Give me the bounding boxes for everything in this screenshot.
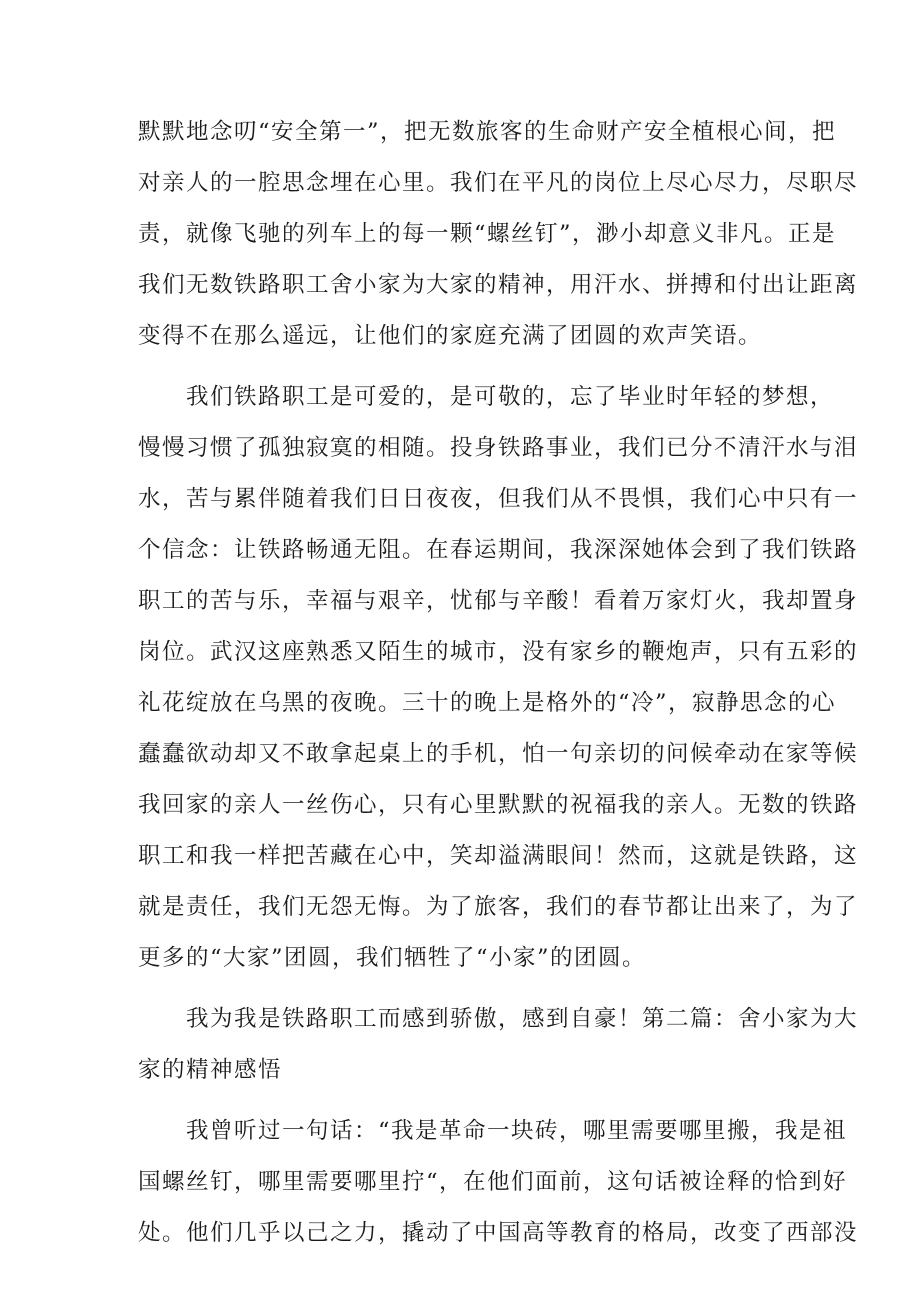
paragraph-line: 变得不在那么遥远，让他们的家庭充满了团圆的欢声笑语。: [138, 323, 763, 349]
paragraph-line: 我回家的亲人一丝伤心，只有心里默默的祝福我的亲人。无数的铁路: [138, 792, 859, 818]
paragraph-line: 更多的“大家”团圆，我们牺牲了“小家”的团圆。: [138, 945, 647, 971]
paragraph-line: 处。他们几乎以己之力，撬动了中国高等教育的格局，改变了西部没: [138, 1220, 859, 1246]
paragraph-line: 就是责任，我们无怨无悔。为了旅客，我们的春节都让出来了，为了: [138, 894, 859, 920]
paragraph-line: 慢慢习惯了孤独寂寞的相随。投身铁路事业，我们已分不清汗水与泪: [138, 435, 859, 461]
paragraph-line: 默默地念叨“安全第一”，把无数旅客的生命财产安全植根心间，把: [138, 119, 837, 145]
paragraph-line: 蠢蠢欲动却又不敢拿起桌上的手机，怕一句亲切的问候牵动在家等候: [138, 741, 859, 767]
document-body: [138, 107, 859, 1259]
paragraph-line: 我们无数铁路职工舍小家为大家的精神，用汗水、拼搏和付出让距离: [138, 272, 859, 298]
paragraph-line: 家的精神感悟: [138, 1057, 283, 1083]
paragraph-line: 职工和我一样把苦藏在心中，笑却溢满眼间！然而，这就是铁路，这: [138, 843, 859, 869]
paragraph-line: 职工的苦与乐，幸福与艰辛，忧郁与辛酸！看着万家灯火，我却置身: [138, 588, 859, 614]
paragraph-4: [138, 1106, 859, 1259]
paragraph-line: 我们铁路职工是可爱的，是可敬的，忘了毕业时年轻的梦想，: [186, 384, 835, 410]
paragraph-line: 我为我是铁路职工而感到骄傲，感到自豪！第二篇：舍小家为大: [186, 1006, 859, 1032]
paragraph-line: 礼花绽放在乌黑的夜晚。三十的晚上是格外的“冷”，寂静思念的心: [138, 690, 837, 716]
paragraph-line: 责，就像飞驰的列车上的每一颗“螺丝钉”，渺小却意义非凡。正是: [138, 221, 837, 247]
paragraph-gap: [138, 1096, 788, 1106]
paragraph-line: 个信念：让铁路畅通无阻。在春运期间，我深深她体会到了我们铁路: [138, 537, 859, 563]
paragraph-line: 国螺丝钉，哪里需要哪里拧“，在他们面前，这句话被诠释的恰到好: [138, 1169, 848, 1195]
paragraph-gap: [138, 362, 788, 372]
paragraph-line: 岗位。武汉这座熟悉又陌生的城市，没有家乡的鞭炮声，只有五彩的: [138, 639, 859, 665]
paragraph-line: 对亲人的一腔思念埋在心里。我们在平凡的岗位上尽心尽力，尽职尽: [138, 170, 859, 196]
paragraph-gap: [138, 984, 788, 994]
paragraph-2: [138, 372, 859, 984]
paragraph-line: 水，苦与累伴随着我们日日夜夜，但我们从不畏惧，我们心中只有一: [138, 486, 859, 512]
paragraph-1: [138, 107, 859, 362]
paragraph-3: [138, 994, 859, 1096]
paragraph-line: 我曾听过一句话：“我是革命一块砖，哪里需要哪里搬，我是祖: [186, 1118, 848, 1144]
